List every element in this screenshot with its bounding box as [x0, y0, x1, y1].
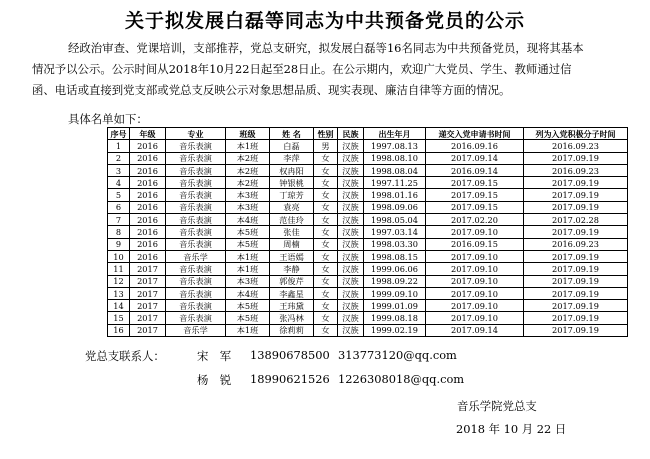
- table-cell: 2017.02.20: [426, 214, 524, 226]
- table-cell: 女: [314, 300, 338, 312]
- table-cell: 2017.09.10: [426, 263, 524, 275]
- table-cell: 2: [108, 152, 130, 164]
- table-row: [108, 201, 628, 213]
- table-cell: 本4班: [226, 287, 270, 299]
- table-row: [108, 287, 628, 299]
- table-cell: 1: [108, 140, 130, 152]
- table-cell: 音乐学: [166, 324, 226, 336]
- table-cell: 2016.09.23: [524, 238, 628, 250]
- table-cell: 2017: [130, 312, 166, 324]
- notice-paragraph: 经政治审查、党课培训，支部推荐，党总支研究，拟发展白磊等16名同志为中共预备党员，现将其基本情况予以公示。公示时间从2018年10月22日起至28日止。在公示期内，欢迎广大党员、学生、教师通过信函、电话或直接到党支部或党总支反映公示对象思想品质、现实表现、廉洁自律等方面的情况。: [32, 41, 584, 97]
- table-cell: 2017.09.19: [524, 287, 628, 299]
- table-row: [108, 214, 628, 226]
- table-cell: 1999.06.06: [364, 263, 426, 275]
- table-cell: 袁亮: [270, 201, 314, 213]
- table-cell: 2017.09.19: [524, 250, 628, 262]
- table-cell: 2016: [130, 177, 166, 189]
- table-cell: 5: [108, 189, 130, 201]
- table-cell: 8: [108, 226, 130, 238]
- table-cell: 本1班: [226, 263, 270, 275]
- table-cell: 张佳: [270, 226, 314, 238]
- table-cell: 女: [314, 238, 338, 250]
- contact-email: 1226308018@qq.com: [338, 372, 465, 386]
- table-row: [108, 263, 628, 275]
- table-cell: 范佳玲: [270, 214, 314, 226]
- table-cell: 7: [108, 214, 130, 226]
- column-header: 班级: [226, 128, 270, 140]
- table-cell: 男: [314, 140, 338, 152]
- table-cell: 李萍: [270, 152, 314, 164]
- column-header: 专业: [166, 128, 226, 140]
- table-cell: 汉族: [338, 214, 364, 226]
- table-cell: 女: [314, 263, 338, 275]
- column-header: 递交入党申请书时间: [426, 128, 524, 140]
- table-cell: 1997.03.14: [364, 226, 426, 238]
- table-cell: 音乐表演: [166, 201, 226, 213]
- contact-email: 313773120@qq.com: [338, 348, 457, 362]
- table-cell: 本3班: [226, 275, 270, 287]
- table-cell: 13: [108, 287, 130, 299]
- table-cell: 本1班: [226, 140, 270, 152]
- table-row: [108, 164, 628, 176]
- contact-phone: 18990621526: [250, 372, 330, 386]
- table-cell: 女: [314, 287, 338, 299]
- table-cell: 2017: [130, 324, 166, 336]
- table-cell: 汉族: [338, 238, 364, 250]
- table-cell: 音乐表演: [166, 164, 226, 176]
- table-cell: 徐莉莉: [270, 324, 314, 336]
- table-row: [108, 300, 628, 312]
- table-cell: 音乐表演: [166, 226, 226, 238]
- table-cell: 2017.09.15: [426, 177, 524, 189]
- table-cell: 本1班: [226, 324, 270, 336]
- table-row: [108, 152, 628, 164]
- table-cell: 钟银桃: [270, 177, 314, 189]
- table-cell: 王语嫣: [270, 250, 314, 262]
- table-cell: 音乐表演: [166, 189, 226, 201]
- table-cell: 汉族: [338, 300, 364, 312]
- table-cell: 张冯林: [270, 312, 314, 324]
- table-row: [108, 275, 628, 287]
- table-cell: 2016: [130, 238, 166, 250]
- table-cell: 3: [108, 164, 130, 176]
- table-cell: 本5班: [226, 238, 270, 250]
- table-cell: 14: [108, 300, 130, 312]
- column-header: 出生年月: [364, 128, 426, 140]
- table-cell: 2016.09.15: [426, 238, 524, 250]
- column-header: 性别: [314, 128, 338, 140]
- table-cell: 2017.09.10: [426, 275, 524, 287]
- signature-org: 音乐学院党总支: [457, 399, 537, 413]
- table-row: [108, 226, 628, 238]
- table-cell: 音乐表演: [166, 275, 226, 287]
- table-cell: 2016: [130, 164, 166, 176]
- table-cell: 2016.09.23: [524, 164, 628, 176]
- table-cell: 本1班: [226, 250, 270, 262]
- table-cell: 1999.02.19: [364, 324, 426, 336]
- table-cell: 音乐学: [166, 250, 226, 262]
- table-cell: 2017.09.19: [524, 263, 628, 275]
- table-cell: 2017.09.10: [426, 226, 524, 238]
- table-cell: 女: [314, 214, 338, 226]
- table-cell: 女: [314, 312, 338, 324]
- table-cell: 2017.09.19: [524, 189, 628, 201]
- table-cell: 2017: [130, 287, 166, 299]
- table-cell: 1998.08.04: [364, 164, 426, 176]
- table-cell: 1998.03.30: [364, 238, 426, 250]
- table-cell: 2017.09.14: [426, 152, 524, 164]
- table-cell: 11: [108, 263, 130, 275]
- table-cell: 周楠: [270, 238, 314, 250]
- table-cell: 2017.09.10: [426, 287, 524, 299]
- table-cell: 本5班: [226, 226, 270, 238]
- table-cell: 2016: [130, 189, 166, 201]
- table-cell: 本4班: [226, 214, 270, 226]
- table-cell: 丁琼芳: [270, 189, 314, 201]
- table-cell: 郭俊芹: [270, 275, 314, 287]
- table-cell: 2017.09.19: [524, 152, 628, 164]
- table-cell: 女: [314, 164, 338, 176]
- column-header: 民族: [338, 128, 364, 140]
- table-row: [108, 189, 628, 201]
- table-cell: 汉族: [338, 324, 364, 336]
- table-cell: 音乐表演: [166, 312, 226, 324]
- table-cell: 女: [314, 250, 338, 262]
- table-cell: 2017: [130, 275, 166, 287]
- table-cell: 12: [108, 275, 130, 287]
- table-row: [108, 312, 628, 324]
- table-cell: 音乐表演: [166, 140, 226, 152]
- table-cell: 4: [108, 177, 130, 189]
- table-cell: 音乐表演: [166, 300, 226, 312]
- table-cell: 1998.08.10: [364, 152, 426, 164]
- table-cell: 李静: [270, 263, 314, 275]
- table-cell: 音乐表演: [166, 152, 226, 164]
- column-header: 年级: [130, 128, 166, 140]
- table-cell: 1999.01.09: [364, 300, 426, 312]
- table-cell: 汉族: [338, 189, 364, 201]
- table-cell: 2017.09.10: [426, 312, 524, 324]
- table-cell: 2017.09.19: [524, 324, 628, 336]
- table-cell: 2016: [130, 152, 166, 164]
- table-cell: 1998.09.06: [364, 201, 426, 213]
- table-cell: 音乐表演: [166, 177, 226, 189]
- table-cell: 2017.09.19: [524, 226, 628, 238]
- table-cell: 1999.08.18: [364, 312, 426, 324]
- table-cell: 1998.09.22: [364, 275, 426, 287]
- table-cell: 汉族: [338, 152, 364, 164]
- table-cell: 2016.09.16: [426, 140, 524, 152]
- table-cell: 汉族: [338, 287, 364, 299]
- table-cell: 女: [314, 324, 338, 336]
- table-cell: 本3班: [226, 189, 270, 201]
- table-cell: 音乐表演: [166, 287, 226, 299]
- table-cell: 本2班: [226, 164, 270, 176]
- table-cell: 2017.09.14: [426, 324, 524, 336]
- table-cell: 2016: [130, 250, 166, 262]
- table-cell: 本2班: [226, 177, 270, 189]
- table-cell: 2017.09.19: [524, 177, 628, 189]
- table-cell: 汉族: [338, 226, 364, 238]
- table-cell: 女: [314, 201, 338, 213]
- table-cell: 2016.09.23: [524, 140, 628, 152]
- table-cell: 2017.09.19: [524, 275, 628, 287]
- table-cell: 2017.09.19: [524, 201, 628, 213]
- table-cell: 女: [314, 189, 338, 201]
- table-cell: 2016.09.14: [426, 164, 524, 176]
- table-cell: 1997.11.25: [364, 177, 426, 189]
- table-cell: 10: [108, 250, 130, 262]
- table-cell: 2017: [130, 263, 166, 275]
- notice-title: 关于拟发展白磊等同志为中共预备党员的公示: [124, 10, 525, 32]
- table-cell: 2017.09.19: [524, 300, 628, 312]
- table-cell: 王玮黛: [270, 300, 314, 312]
- table-cell: 李鑫星: [270, 287, 314, 299]
- table-cell: 汉族: [338, 263, 364, 275]
- table-cell: 汉族: [338, 140, 364, 152]
- table-cell: 2016: [130, 201, 166, 213]
- member-table: [107, 127, 628, 337]
- table-row: [108, 140, 628, 152]
- table-cell: 白磊: [270, 140, 314, 152]
- table-row: [108, 238, 628, 250]
- table-cell: 2017.09.10: [426, 250, 524, 262]
- table-cell: 2016: [130, 226, 166, 238]
- table-cell: 汉族: [338, 177, 364, 189]
- table-cell: 汉族: [338, 164, 364, 176]
- table-cell: 音乐表演: [166, 263, 226, 275]
- table-cell: 女: [314, 226, 338, 238]
- contact-name: 杨 锐: [197, 373, 232, 387]
- table-cell: 女: [314, 275, 338, 287]
- contact-name: 宋 军: [197, 349, 232, 363]
- table-cell: 1998.01.16: [364, 189, 426, 201]
- table-cell: 2017.09.15: [426, 201, 524, 213]
- table-cell: 15: [108, 312, 130, 324]
- signature-date: 2018 年 10 月 22 日: [456, 422, 567, 436]
- table-cell: 2017: [130, 300, 166, 312]
- table-cell: 1998.05.04: [364, 214, 426, 226]
- table-cell: 女: [314, 152, 338, 164]
- table-cell: 音乐表演: [166, 238, 226, 250]
- table-cell: 1999.09.10: [364, 287, 426, 299]
- table-header-row: [108, 128, 628, 140]
- table-cell: 本3班: [226, 201, 270, 213]
- list-intro: 具体名单如下：: [68, 112, 148, 126]
- table-row: [108, 177, 628, 189]
- table-cell: 2017.09.15: [426, 189, 524, 201]
- table-cell: 6: [108, 201, 130, 213]
- table-row: [108, 250, 628, 262]
- table-cell: 汉族: [338, 201, 364, 213]
- column-header: 姓 名: [270, 128, 314, 140]
- table-cell: 音乐表演: [166, 214, 226, 226]
- table-cell: 汉族: [338, 312, 364, 324]
- table-cell: 女: [314, 177, 338, 189]
- table-cell: 本5班: [226, 312, 270, 324]
- table-cell: 汉族: [338, 275, 364, 287]
- table-cell: 16: [108, 324, 130, 336]
- table-cell: 2016: [130, 140, 166, 152]
- table-row: [108, 324, 628, 336]
- column-header: 序号: [108, 128, 130, 140]
- contact-phone: 13890678500: [250, 348, 330, 362]
- table-cell: 本2班: [226, 152, 270, 164]
- table-cell: 汉族: [338, 250, 364, 262]
- contact-label: 党总支联系人：: [85, 349, 165, 363]
- table-cell: 2017.09.10: [426, 300, 524, 312]
- contact-row-2: [0, 372, 650, 388]
- table-cell: 本5班: [226, 300, 270, 312]
- table-cell: 9: [108, 238, 130, 250]
- table-cell: 1998.08.15: [364, 250, 426, 262]
- table-cell: 1997.08.13: [364, 140, 426, 152]
- table-cell: 权冉阳: [270, 164, 314, 176]
- table-cell: 2017.09.19: [524, 312, 628, 324]
- column-header: 列为入党积极分子时间: [524, 128, 628, 140]
- table-cell: 2016: [130, 214, 166, 226]
- table-cell: 2017.02.28: [524, 214, 628, 226]
- contact-row-1: [0, 348, 650, 364]
